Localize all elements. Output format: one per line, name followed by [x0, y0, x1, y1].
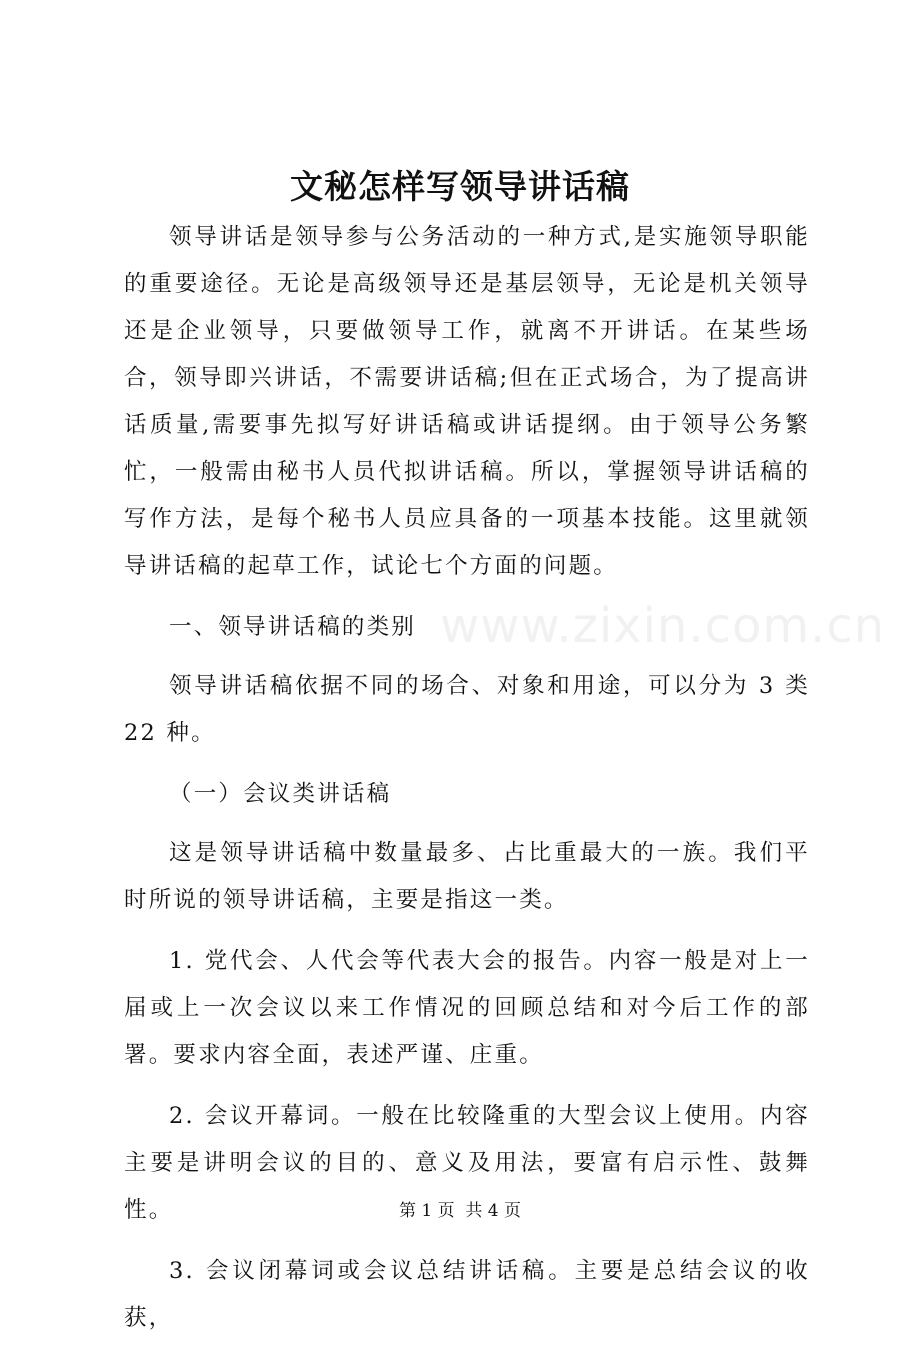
- list-item-1: 1. 党代会、人代会等代表大会的报告。内容一般是对上一届或上一次会议以来工作情况的回顾总结和对今后工作的部署。要求内容全面，表述严谨、庄重。: [124, 948, 810, 1068]
- subsection-heading-meeting: （一）会议类讲话稿: [169, 781, 392, 807]
- list-item-3: 3. 会议闭幕词或会议总结讲话稿。主要是总结会议的收获，: [124, 1258, 810, 1331]
- paragraph-intro: 领导讲话是领导参与公务活动的一种方式,是实施领导职能的重要途径。无论是高级领导还是基层领导，无论是机关领导还是企业领导，只要做领导工作，就离不开讲话。在某些场合，领导即兴讲话，不需要讲话稿;但在正式场合，为了提高讲话质量,需要事先拟写好讲话稿或讲话提纲。由于领导公务繁忙，一般需由秘书人员代拟讲话稿。所以，掌握领导讲话稿的写作方法，是每个秘书人员应具备的一项基本技能。这里就领导讲话稿的起草工作，试论七个方面的问题。: [124, 224, 810, 579]
- document-body: [124, 214, 810, 1356]
- page-footer: [0, 1198, 920, 1224]
- paragraph-categories: 领导讲话稿依据不同的场合、对象和用途，可以分为 3 类 22 种。: [124, 673, 810, 746]
- page-number-label: 第 1 页 共 4 页: [398, 1201, 522, 1221]
- watermark: www.zixin.com.cn: [440, 598, 886, 654]
- document-title: 文秘怎样写领导讲话稿: [290, 167, 630, 206]
- paragraph-meeting-intro: 这是领导讲话稿中数量最多、占比重最大的一族。我们平时所说的领导讲话稿，主要是指这一类。: [124, 840, 810, 913]
- list-item-2: 2. 会议开幕词。一般在比较隆重的大型会议上使用。内容主要是讲明会议的目的、意义及用法，要富有启示性、鼓舞性。: [124, 1103, 810, 1223]
- section-heading-categories: 一、领导讲话稿的类别: [169, 614, 417, 640]
